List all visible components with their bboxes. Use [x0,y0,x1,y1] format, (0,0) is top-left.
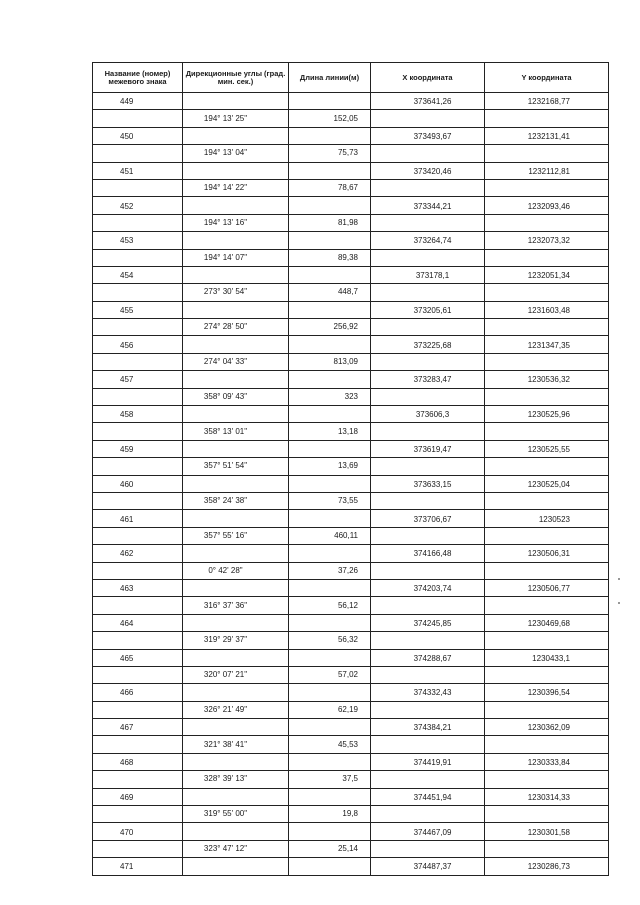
empty-cell [485,701,609,718]
direction-angle: 323° 47' 12" [183,840,289,857]
empty-cell [289,649,371,666]
y-coordinate: 1232073,32 [485,232,609,249]
y-coordinate: 1232093,46 [485,197,609,214]
empty-cell [289,301,371,318]
empty-cell [183,406,289,423]
empty-cell [93,701,183,718]
empty-cell [93,666,183,683]
empty-cell [289,93,371,110]
point-name: 456 [93,336,183,353]
y-coordinate: 1230314,33 [485,788,609,805]
empty-cell [485,736,609,753]
empty-cell [371,145,485,162]
direction-angle: 321° 38' 41" [183,736,289,753]
point-name: 471 [93,858,183,875]
empty-cell [93,388,183,405]
empty-cell [485,179,609,196]
x-coordinate: 374487,37 [371,858,485,875]
empty-cell [371,214,485,231]
empty-cell [93,736,183,753]
empty-cell [289,266,371,283]
point-name: 464 [93,614,183,631]
point-row [93,823,609,840]
empty-cell [289,127,371,144]
y-coordinate: 1230525,55 [485,440,609,457]
point-row [93,545,609,562]
point-row [93,406,609,423]
empty-cell [183,545,289,562]
empty-cell [485,562,609,579]
scan-mark [618,578,620,580]
empty-cell [93,840,183,857]
x-coordinate: 373706,67 [371,510,485,527]
point-row [93,440,609,457]
y-coordinate: 1230301,58 [485,823,609,840]
empty-cell [289,579,371,596]
point-row [93,162,609,179]
x-coordinate: 373641,26 [371,93,485,110]
empty-cell [183,301,289,318]
empty-cell [371,319,485,336]
point-row [93,371,609,388]
empty-cell [371,632,485,649]
segment-row [93,701,609,718]
x-coordinate: 373420,46 [371,162,485,179]
empty-cell [371,597,485,614]
x-coordinate: 373205,61 [371,301,485,318]
empty-cell [485,840,609,857]
empty-cell [371,249,485,266]
empty-cell [289,684,371,701]
point-row [93,753,609,770]
empty-cell [289,406,371,423]
direction-angle: 326° 21' 49" [183,701,289,718]
point-row [93,232,609,249]
direction-angle: 0° 42' 28" [183,562,289,579]
y-coordinate: 1232112,81 [485,162,609,179]
segment-row [93,771,609,788]
point-name: 470 [93,823,183,840]
empty-cell [289,371,371,388]
segment-row [93,319,609,336]
x-coordinate: 374467,09 [371,823,485,840]
line-length: 256,92 [289,319,371,336]
y-coordinate: 1230362,09 [485,719,609,736]
point-name: 451 [93,162,183,179]
line-length: 78,67 [289,179,371,196]
segment-row [93,249,609,266]
empty-cell [289,858,371,875]
segment-row [93,353,609,370]
point-name: 461 [93,510,183,527]
point-row [93,336,609,353]
point-row [93,197,609,214]
empty-cell [371,110,485,127]
line-length: 813,09 [289,353,371,370]
header-y: Y координата [485,63,609,93]
empty-cell [183,614,289,631]
line-length: 460,11 [289,527,371,544]
x-coordinate: 374245,85 [371,614,485,631]
empty-cell [289,197,371,214]
x-coordinate: 373283,47 [371,371,485,388]
direction-angle: 319° 55' 00" [183,806,289,823]
point-name: 468 [93,753,183,770]
empty-cell [289,788,371,805]
empty-cell [485,284,609,301]
empty-cell [371,388,485,405]
line-length: 62,19 [289,701,371,718]
empty-cell [371,179,485,196]
empty-cell [93,179,183,196]
x-coordinate: 373619,47 [371,440,485,457]
y-coordinate: 1232131,41 [485,127,609,144]
direction-angle: 319° 29' 37" [183,632,289,649]
y-coordinate: 1231347,35 [485,336,609,353]
line-length: 19,8 [289,806,371,823]
empty-cell [183,162,289,179]
segment-row [93,597,609,614]
segment-row [93,806,609,823]
x-coordinate: 374166,48 [371,545,485,562]
segment-row [93,840,609,857]
empty-cell [183,336,289,353]
point-row [93,649,609,666]
x-coordinate: 373606,3 [371,406,485,423]
line-length: 57,02 [289,666,371,683]
x-coordinate: 374203,74 [371,579,485,596]
direction-angle: 316° 37' 36" [183,597,289,614]
empty-cell [183,510,289,527]
empty-cell [485,145,609,162]
empty-cell [183,266,289,283]
empty-cell [183,649,289,666]
point-name: 465 [93,649,183,666]
empty-cell [371,423,485,440]
empty-cell [485,806,609,823]
line-length: 56,12 [289,597,371,614]
empty-cell [289,475,371,492]
boundary-coordinates-table [92,62,609,876]
y-coordinate: 1230536,32 [485,371,609,388]
line-length: 13,18 [289,423,371,440]
empty-cell [183,719,289,736]
empty-cell [371,353,485,370]
direction-angle: 274° 28' 50" [183,319,289,336]
empty-cell [289,614,371,631]
header-name: Название (номер) межевого знака [93,63,183,93]
point-name: 463 [93,579,183,596]
empty-cell [289,440,371,457]
empty-cell [93,214,183,231]
direction-angle: 194° 13' 16" [183,214,289,231]
x-coordinate: 374288,67 [371,649,485,666]
empty-cell [93,597,183,614]
point-row [93,614,609,631]
line-length: 89,38 [289,249,371,266]
segment-row [93,284,609,301]
segment-row [93,666,609,683]
empty-cell [183,788,289,805]
x-coordinate: 373344,21 [371,197,485,214]
y-coordinate: 1230469,68 [485,614,609,631]
segment-row [93,458,609,475]
table-body [93,93,609,876]
direction-angle: 358° 13' 01" [183,423,289,440]
empty-cell [371,458,485,475]
line-length: 75,73 [289,145,371,162]
direction-angle: 194° 13' 04" [183,145,289,162]
empty-cell [93,806,183,823]
empty-cell [371,562,485,579]
empty-cell [485,771,609,788]
empty-cell [93,249,183,266]
empty-cell [485,666,609,683]
segment-row [93,562,609,579]
empty-cell [183,858,289,875]
empty-cell [183,579,289,596]
line-length: 56,32 [289,632,371,649]
empty-cell [93,423,183,440]
scan-mark [618,602,620,604]
empty-cell [485,423,609,440]
empty-cell [93,353,183,370]
line-length: 152,05 [289,110,371,127]
line-length: 25,14 [289,840,371,857]
y-coordinate: 1230525,04 [485,475,609,492]
empty-cell [289,510,371,527]
line-length: 37,26 [289,562,371,579]
direction-angle: 357° 51' 54" [183,458,289,475]
point-row [93,579,609,596]
line-length: 37,5 [289,771,371,788]
empty-cell [485,319,609,336]
empty-cell [371,736,485,753]
direction-angle: 194° 14' 22" [183,179,289,196]
empty-cell [289,719,371,736]
point-name: 459 [93,440,183,457]
x-coordinate: 374451,94 [371,788,485,805]
empty-cell [183,127,289,144]
point-row [93,684,609,701]
point-row [93,475,609,492]
segment-row [93,214,609,231]
x-coordinate: 373633,15 [371,475,485,492]
empty-cell [289,753,371,770]
y-coordinate: 1231603,48 [485,301,609,318]
x-coordinate: 374332,43 [371,684,485,701]
y-coordinate: 1230286,73 [485,858,609,875]
empty-cell [485,110,609,127]
empty-cell [371,840,485,857]
point-name: 460 [93,475,183,492]
empty-cell [93,319,183,336]
line-length: 448,7 [289,284,371,301]
empty-cell [485,388,609,405]
empty-cell [485,458,609,475]
y-coordinate: 1230396,54 [485,684,609,701]
point-row [93,510,609,527]
empty-cell [371,771,485,788]
point-name: 457 [93,371,183,388]
empty-cell [183,232,289,249]
x-coordinate: 373264,74 [371,232,485,249]
y-coordinate: 1232168,77 [485,93,609,110]
direction-angle: 274° 04' 33" [183,353,289,370]
point-name: 450 [93,127,183,144]
line-length: 45,53 [289,736,371,753]
segment-row [93,632,609,649]
empty-cell [183,475,289,492]
x-coordinate: 373493,67 [371,127,485,144]
y-coordinate: 1230506,77 [485,579,609,596]
empty-cell [183,197,289,214]
x-coordinate: 373178,1 [371,266,485,283]
empty-cell [289,336,371,353]
line-length: 81,98 [289,214,371,231]
point-name: 462 [93,545,183,562]
point-name: 449 [93,93,183,110]
empty-cell [93,145,183,162]
direction-angle: 328° 39' 13" [183,771,289,788]
empty-cell [485,597,609,614]
direction-angle: 358° 24' 38" [183,492,289,509]
point-name: 454 [93,266,183,283]
empty-cell [289,232,371,249]
empty-cell [371,284,485,301]
segment-row [93,736,609,753]
point-name: 469 [93,788,183,805]
empty-cell [183,93,289,110]
point-row [93,127,609,144]
y-coordinate: 1230333,84 [485,753,609,770]
point-name: 453 [93,232,183,249]
y-coordinate: 1230525,96 [485,406,609,423]
point-name: 458 [93,406,183,423]
empty-cell [485,214,609,231]
segment-row [93,110,609,127]
empty-cell [371,806,485,823]
point-row [93,719,609,736]
empty-cell [183,753,289,770]
empty-cell [371,666,485,683]
empty-cell [485,492,609,509]
empty-cell [93,527,183,544]
empty-cell [371,701,485,718]
point-name: 467 [93,719,183,736]
y-coordinate: 1232051,34 [485,266,609,283]
x-coordinate: 373225,68 [371,336,485,353]
empty-cell [371,492,485,509]
segment-row [93,145,609,162]
empty-cell [485,527,609,544]
empty-cell [289,545,371,562]
direction-angle: 194° 14' 07" [183,249,289,266]
header-length: Длина линии(м) [289,63,371,93]
point-name: 466 [93,684,183,701]
point-row [93,788,609,805]
point-row [93,93,609,110]
empty-cell [93,492,183,509]
direction-angle: 273° 30' 54" [183,284,289,301]
empty-cell [93,110,183,127]
direction-angle: 194° 13' 25" [183,110,289,127]
line-length: 13,69 [289,458,371,475]
segment-row [93,179,609,196]
empty-cell [183,823,289,840]
empty-cell [371,527,485,544]
point-row [93,266,609,283]
empty-cell [183,684,289,701]
y-coordinate: 1230506,31 [485,545,609,562]
direction-angle: 320° 07' 21" [183,666,289,683]
segment-row [93,527,609,544]
table-header-row [93,63,609,93]
empty-cell [183,440,289,457]
direction-angle: 358° 09' 43" [183,388,289,405]
empty-cell [93,771,183,788]
point-name: 455 [93,301,183,318]
empty-cell [289,162,371,179]
point-row [93,858,609,875]
point-row [93,301,609,318]
line-length: 73,55 [289,492,371,509]
x-coordinate: 374384,21 [371,719,485,736]
empty-cell [93,284,183,301]
empty-cell [485,249,609,266]
segment-row [93,492,609,509]
line-length: 323 [289,388,371,405]
point-name: 452 [93,197,183,214]
header-angle: Дирекционные углы (град. мин. сек.) [183,63,289,93]
segment-row [93,388,609,405]
empty-cell [93,632,183,649]
empty-cell [485,632,609,649]
empty-cell [93,458,183,475]
segment-row [93,423,609,440]
direction-angle: 357° 55' 16" [183,527,289,544]
header-x: X координата [371,63,485,93]
y-coordinate: 1230433,1 [485,649,609,666]
empty-cell [289,823,371,840]
empty-cell [183,371,289,388]
empty-cell [93,562,183,579]
y-coordinate: 1230523 [485,510,609,527]
x-coordinate: 374419,91 [371,753,485,770]
empty-cell [485,353,609,370]
